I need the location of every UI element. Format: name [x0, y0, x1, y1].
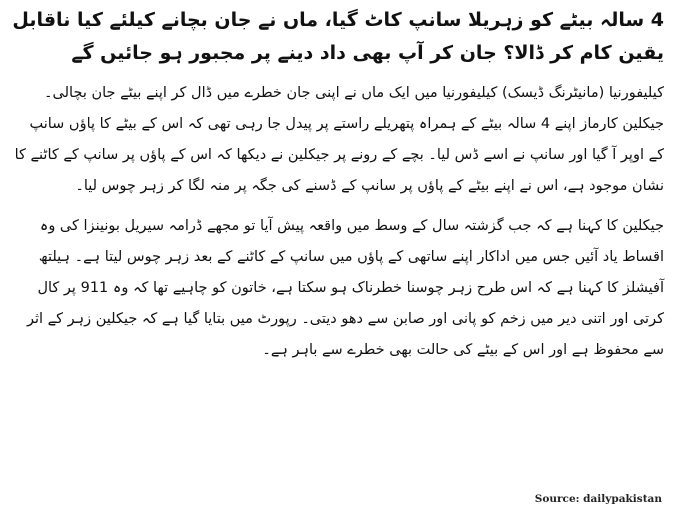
article-paragraph-1: کیلیفورنیا (مانیٹرنگ ڈیسک) کیلیفورنیا میں ایک ماں نے اپنی جان خطرے میں ڈال کر اپنے بیٹے جان بچالی۔ جیکلین کارماز اپنے 4 سالہ بیٹے کے ہمراہ پتھریلے راستے پر پیدل جا رہی تھی کہ اس کے بیٹے کا پاؤں سانپ کے اوپر آ گیا اور سانپ نے اسے ڈس لیا۔ بچے کے رونے پر جیکلین نے دیکھا کہ اس کے پاؤں پر سانپ کے کاٹنے کا نشان موجود ہے، اس نے اپنے بیٹے کے پاؤں پر سانپ کے ڈسنے کی جگہ پر منہ لگا کر زہر چوس لیا۔	[14, 85, 664, 194]
article-headline: 4 سالہ بیٹے کو زہریلا سانپ کاٹ گیا، ماں نے جان بچانے کیلئے کیا ناقابل یقین کام کر ڈالا؟ جان کر آپ بھی داد دینے پر مجبور ہو جائیں گے	[12, 9, 664, 64]
article-paragraph-2: جیکلین کا کہنا ہے کہ جب گزشتہ سال کے وسط میں واقعہ پیش آیا تو مجھے ڈرامہ سیریل بونینزا کی وہ اقساط یاد آئیں جس میں اداکار اپنے ساتھی کے پاؤں میں سانپ کے کاٹنے کے بعد زہر چوس لیتا ہے۔ ہیلتھ آفیشلز کا کہنا ہے کہ اس طرح زہر چوسنا خطرناک ہو سکتا ہے، خاتون کو چاہیے تھا کہ وہ 911 پر کال کرتی اور اتنی دیر میں زخم کو پانی اور صابن سے دھو دیتی۔ رپورٹ میں بتایا گیا ہے کہ جیکلین زہر کے اثر سے محفوظ ہے اور اس کے بیٹے کی حالت بھی خطرے سے باہر ہے۔	[26, 218, 664, 358]
source-credit: Source: dailypakistan	[534, 493, 662, 505]
